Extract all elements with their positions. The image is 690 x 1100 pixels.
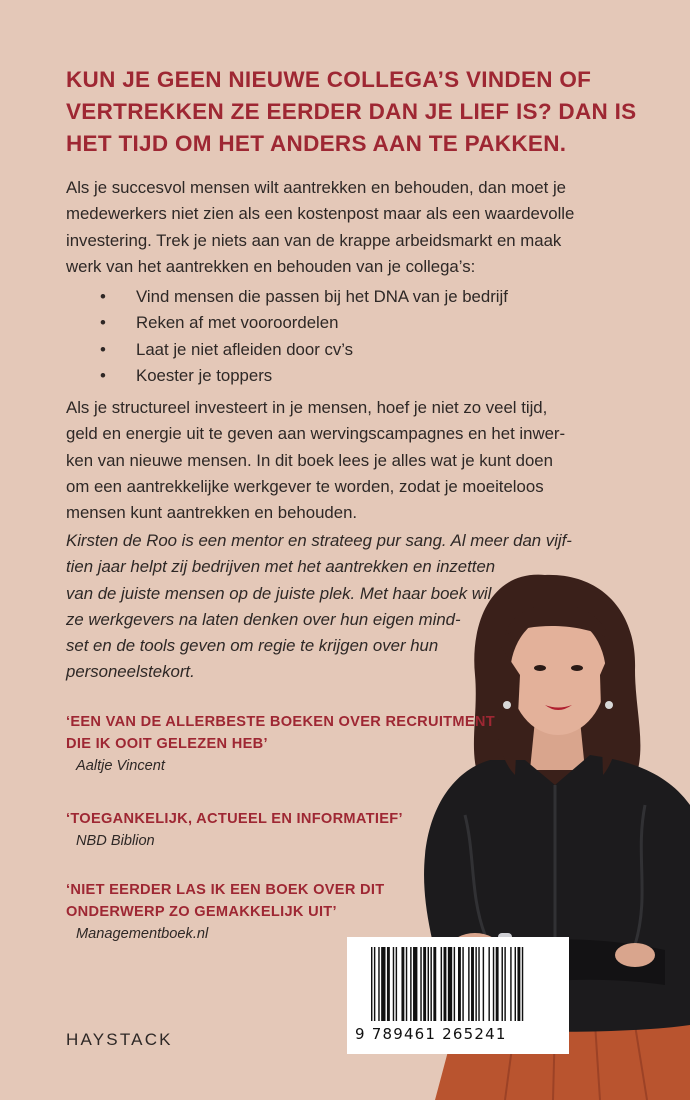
- barcode-bar: [393, 947, 394, 1021]
- barcode-bar: [396, 947, 397, 1021]
- quote-source: NBD Biblion: [76, 833, 155, 849]
- barcode-bar: [378, 947, 379, 1021]
- quote-text: [66, 808, 546, 830]
- review-quote: [66, 879, 546, 945]
- barcode-bar: [441, 947, 442, 1021]
- barcode-bar: [371, 947, 372, 1021]
- bullet-item: • Koester je toppers: [66, 363, 508, 389]
- author-bio: [66, 528, 676, 686]
- author-bio-line: personeelstekort.: [66, 662, 195, 682]
- barcode-bar: [423, 947, 426, 1021]
- bullet-item: • Reken af met vooroordelen: [66, 310, 508, 336]
- bullet-item: • Laat je niet afleiden door cv’s: [66, 337, 508, 363]
- barcode-bar: [444, 947, 447, 1021]
- quote-line: ‘EEN VAN DE ALLERBESTE BOEKEN OVER RECRUITMENT: [66, 714, 495, 730]
- barcode-bar: [374, 947, 375, 1021]
- barcode-bar: [478, 947, 479, 1021]
- barcode-bar: [401, 947, 404, 1021]
- barcode: [347, 937, 569, 1054]
- barcode-bar: [510, 947, 511, 1021]
- barcode-bar: [471, 947, 474, 1021]
- barcode-bar: [504, 947, 505, 1021]
- author-bio-line: van de juiste mensen op de juiste plek. Met haar boek wil: [66, 583, 492, 603]
- intro-paragraph: [66, 175, 676, 280]
- author-bio-line: tien jaar helpt zij bedrijven met het aantrekken en inzetten: [66, 557, 496, 577]
- barcode-bar: [454, 947, 455, 1021]
- author-bio-line: ze werkgevers na laten denken over hun eigen mind-: [66, 609, 461, 629]
- barcode-bar: [381, 947, 385, 1021]
- quote-line: ‘NIET EERDER LAS IK EEN BOEK OVER DIT: [66, 882, 385, 898]
- barcode-bar: [428, 947, 429, 1021]
- quote-source: Managementboek.nl: [76, 926, 209, 942]
- review-quote: [66, 808, 546, 852]
- bullet-item: • Vind mensen die passen bij het DNA van je bedrijf: [66, 284, 508, 310]
- barcode-bar: [387, 947, 390, 1021]
- barcode-bar: [483, 947, 484, 1021]
- quote-line: DIE IK OOIT GELEZEN HEB’: [66, 736, 268, 752]
- barcode-bar: [433, 947, 436, 1021]
- intro-line: investering. Trek je niets aan van de krappe arbeidsmarkt en maak: [66, 230, 562, 250]
- barcode-bar: [406, 947, 407, 1021]
- quote-text: [66, 711, 546, 755]
- review-quote: [66, 711, 546, 777]
- paragraph-2: [66, 395, 676, 526]
- barcode-bar: [515, 947, 516, 1021]
- barcode-bar: [517, 947, 520, 1021]
- headline-line: VERTREKKEN ZE EERDER DAN JE LIEF IS? DAN IS: [66, 99, 637, 124]
- barcode-bar: [475, 947, 476, 1021]
- author-bio-line: Kirsten de Roo is een mentor en strateeg pur sang. Al meer dan vijf-: [66, 531, 572, 550]
- headline-line: KUN JE GEEN NIEUWE COLLEGA’S VINDEN OF: [66, 67, 592, 92]
- paragraph-2-line: Als je structureel investeert in je mensen, hoef je niet zo veel tijd,: [66, 398, 548, 417]
- intro-line: medewerkers niet zien als een kostenpost maar als een waardevolle: [66, 204, 575, 224]
- barcode-bar: [430, 947, 431, 1021]
- barcode-bar: [496, 947, 499, 1021]
- quote-line: ONDERWERP ZO GEMAKKELIJK UIT’: [66, 904, 337, 920]
- barcode-bar: [502, 947, 503, 1021]
- quote-source: Aaltje Vincent: [76, 758, 165, 774]
- barcode-bar: [493, 947, 494, 1021]
- publisher-logo: HAYSTACK: [66, 1030, 173, 1049]
- barcode-bar: [458, 947, 461, 1021]
- intro-line: werk van het aantrekken en behouden van je collega’s:: [66, 256, 476, 276]
- quote-text: [66, 879, 546, 923]
- barcode-bar: [420, 947, 421, 1021]
- barcode-bar: [413, 947, 417, 1021]
- barcode-bar: [488, 947, 489, 1021]
- intro-line: Als je succesvol mensen wilt aantrekken en behouden, dan moet je: [66, 178, 567, 197]
- paragraph-2-line: geld en energie uit te geven aan wervingscampagnes en het inwer-: [66, 424, 566, 444]
- bullet-list: [66, 284, 508, 389]
- barcode-bar: [448, 947, 452, 1021]
- barcode-bar: [522, 947, 523, 1021]
- barcode-bar: [462, 947, 463, 1021]
- quote-line: ‘TOEGANKELIJK, ACTUEEL EN INFORMATIEF’: [66, 811, 403, 827]
- headline: [66, 64, 666, 160]
- author-bio-line: set en de tools geven om regie te krijgen over hun: [66, 636, 439, 656]
- isbn-number: 9 789461 265241: [355, 1025, 507, 1043]
- barcode-bar: [468, 947, 469, 1021]
- paragraph-2-line: om een aantrekkelijke werkgever te worden, zodat je moeiteloos: [66, 476, 544, 496]
- barcode-bar: [410, 947, 411, 1021]
- headline-line: HET TIJD OM HET ANDERS AAN TE PAKKEN.: [66, 131, 567, 156]
- paragraph-2-line: ken van nieuwe mensen. In dit boek lees je alles wat je kunt doen: [66, 450, 553, 470]
- paragraph-2-line: mensen kunt aantrekken en behouden.: [66, 503, 358, 523]
